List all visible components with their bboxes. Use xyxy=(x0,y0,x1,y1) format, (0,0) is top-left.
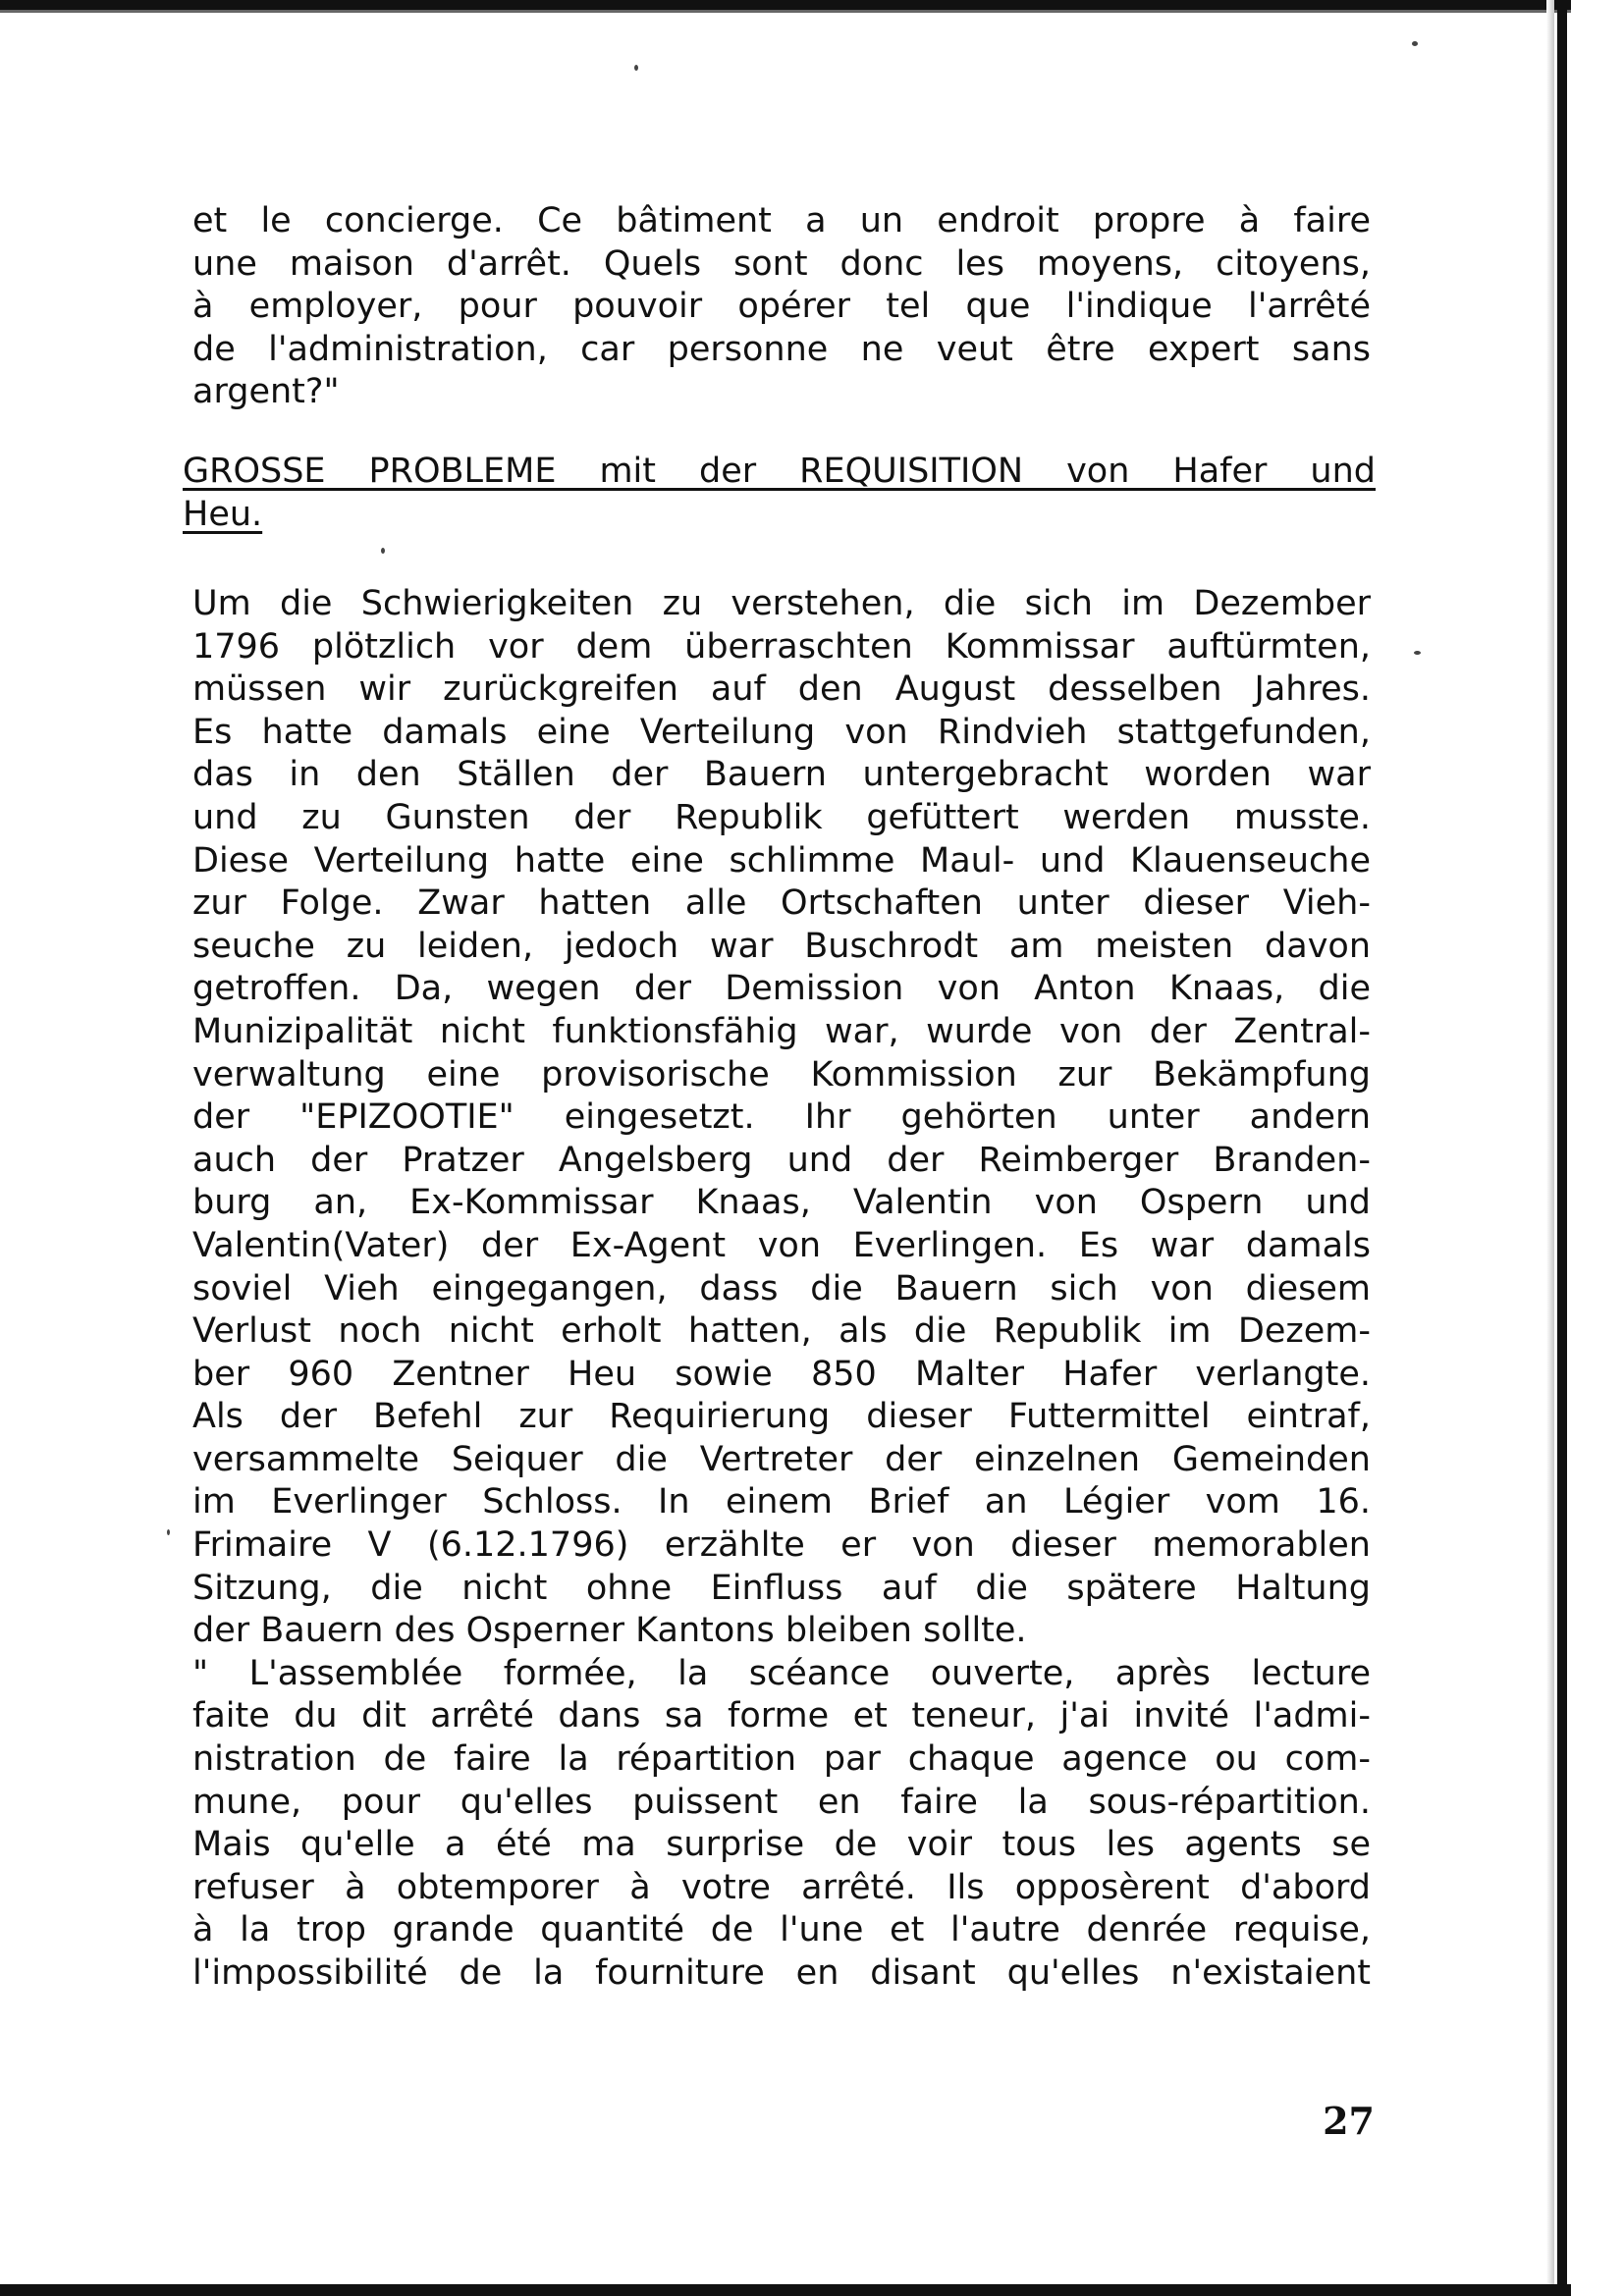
text-line: et le concierge. Ce bâtiment a un endroit propre à faire xyxy=(192,201,1371,240)
scan-speck xyxy=(167,1529,170,1535)
text-line: de l'administration, car personne ne veut être expert sans xyxy=(192,329,1371,369)
text-line: nistration de faire la répartition par chaque agence ou com- xyxy=(192,1739,1371,1780)
intro-paragraph xyxy=(192,200,1371,414)
text-line: refuser à obtemporer à votre arrêté. Ils opposèrent d'abord xyxy=(192,1867,1371,1907)
text-line: versammelte Seiquer die Vertreter der einzelnen Gemeinden xyxy=(192,1439,1371,1479)
text-line: müssen wir zurückgreifen auf den August desselben Jahres. xyxy=(192,669,1371,710)
text-line: à employer, pour pouvoir opérer tel que l'indique l'arrêté xyxy=(192,287,1371,327)
heading-line: Heu. xyxy=(183,494,263,534)
text-line: verwaltung eine provisorische Kommission zur Bekämpfung xyxy=(192,1054,1371,1095)
text-line: Valentin(Vater) der Ex-Agent von Everlingen. Es war damals xyxy=(192,1225,1371,1265)
text-line: Verlust noch nicht erholt hatten, als die Republik im Dezem- xyxy=(192,1311,1371,1352)
scan-edge-right-shadow xyxy=(1546,0,1554,2296)
text-line: argent?" xyxy=(192,372,340,412)
text-line: Es hatte damals eine Verteilung von Rindvieh stattgefunden, xyxy=(192,712,1371,752)
text-line: Frimaire V (6.12.1796) erzählte er von dieser memorablen xyxy=(192,1525,1371,1566)
text-line: Munizipalität nicht funktionsfähig war, wurde von der Zentral- xyxy=(192,1011,1371,1051)
text-line: Sitzung, die nicht ohne Einfluss auf die spätere Haltung xyxy=(192,1568,1371,1608)
text-line: der "EPIZOOTIE" eingesetzt. Ihr gehörten unter andern xyxy=(192,1097,1371,1138)
scan-edge-right xyxy=(1557,0,1567,2296)
scan-edge-top-thin xyxy=(0,10,1571,13)
scan-speck xyxy=(1414,651,1421,655)
scan-edge-bottom xyxy=(0,2284,1571,2296)
text-line: getroffen. Da, wegen der Demission von Anton Knaas, die xyxy=(192,969,1371,1009)
section-heading xyxy=(183,450,1376,535)
text-line: Als der Befehl zur Requirierung dieser Futtermittel eintraf, xyxy=(192,1397,1371,1437)
text-line: und zu Gunsten der Republik gefüttert werden musste. xyxy=(192,797,1371,837)
text-line: ber 960 Zentner Heu sowie 850 Malter Hafer verlangte. xyxy=(192,1354,1371,1394)
scan-speck xyxy=(381,548,385,554)
text-line: auch der Pratzer Angelsberg und der Reimberger Branden- xyxy=(192,1140,1371,1180)
text-line: soviel Vieh eingegangen, dass die Bauern sich von diesem xyxy=(192,1268,1371,1308)
text-line: Um die Schwierigkeiten zu verstehen, die sich im Dezember xyxy=(192,584,1371,623)
scan-speck xyxy=(634,65,638,71)
text-line: mune, pour qu'elles puissent en faire la sous-répartition. xyxy=(192,1782,1371,1822)
text-line: burg an, Ex-Kommissar Knaas, Valentin von Ospern und xyxy=(192,1183,1371,1223)
body-paragraph xyxy=(192,583,1371,1996)
text-line: l'impossibilité de la fourniture en disant qu'elles n'existaient xyxy=(192,1953,1371,1993)
text-line: seuche zu leiden, jedoch war Buschrodt am meisten davon xyxy=(192,926,1371,966)
text-line: zur Folge. Zwar hatten alle Ortschaften unter dieser Vieh- xyxy=(192,883,1371,924)
text-line: Mais qu'elle a été ma surprise de voir tous les agents se xyxy=(192,1825,1371,1865)
page-number: 27 xyxy=(1323,2099,1375,2143)
text-line: une maison d'arrêt. Quels sont donc les moyens, citoyens, xyxy=(192,243,1371,284)
text-line: 1796 plötzlich vor dem überraschten Kommissar auftürmten, xyxy=(192,626,1371,667)
text-line: das in den Ställen der Bauern untergebracht worden war xyxy=(192,755,1371,795)
scan-speck xyxy=(1412,41,1418,46)
text-line: " L'assemblée formée, la scéance ouverte, après lecture xyxy=(192,1653,1371,1693)
text-line: im Everlinger Schloss. In einem Brief an Légier vom 16. xyxy=(192,1482,1371,1522)
scan-edge-top xyxy=(0,0,1571,10)
text-line: der Bauern des Osperner Kantons bleiben sollte. xyxy=(192,1611,1027,1651)
text-line: faite du dit arrêté dans sa forme et teneur, j'ai invité l'admi- xyxy=(192,1696,1371,1736)
text-line: Diese Verteilung hatte eine schlimme Maul- und Klauenseuche xyxy=(192,840,1371,881)
text-line: à la trop grande quantité de l'une et l'autre denrée requise, xyxy=(192,1910,1371,1950)
heading-line: GROSSE PROBLEME mit der REQUISITION von Hafer und xyxy=(183,452,1376,491)
